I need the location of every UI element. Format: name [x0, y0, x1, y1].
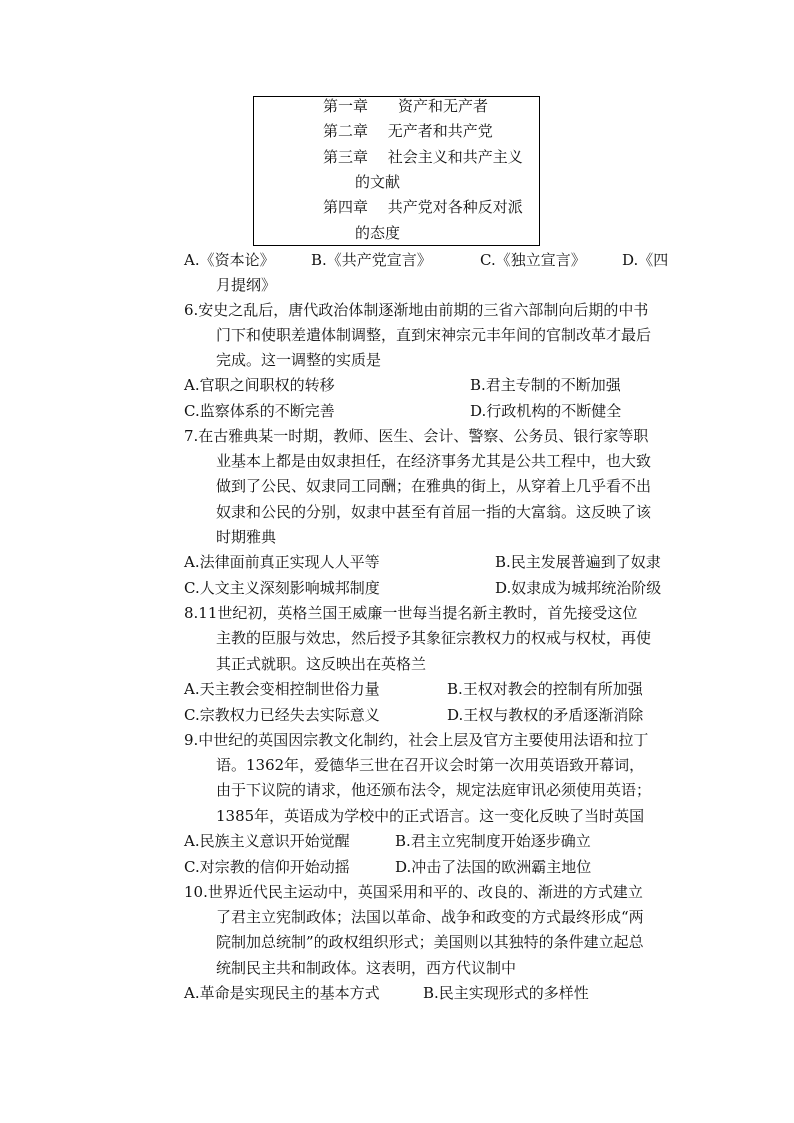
- q9-option-c: C.对宗教的信仰开始动摇: [184, 858, 350, 876]
- q6-stem-1: 6.安史之乱后，唐代政治体制逐渐地由前期的三省六部制向后期的中书: [184, 301, 649, 319]
- q6-option-c: C.监察体系的不断完善: [184, 402, 335, 420]
- q7-option-d: D.奴隶成为城邦统治阶级: [495, 579, 662, 597]
- q7-option-b: B.民主发展普遍到了奴隶: [495, 553, 661, 571]
- q8-option-b: B.王权对教会的控制有所加强: [447, 680, 643, 698]
- q5-option-c: C.《独立宣言》: [480, 251, 586, 269]
- q10-stem-4: 统制民主共和制政体。这表明，西方代议制中: [216, 959, 517, 977]
- q8-option-d: D.王权与教权的矛盾逐渐消除: [447, 706, 644, 724]
- toc-line-6: 的态度: [355, 224, 401, 242]
- q9-stem-2: 语。1362年，爱德华三世在召开议会时第一次用英语致开幕词，: [216, 756, 645, 774]
- q10-option-a: A.革命是实现民主的基本方式: [184, 984, 380, 1002]
- toc-line-2: 第二章 无产者和共产党: [323, 122, 493, 140]
- q10-stem-2: 了君主立宪制政体；法国以革命、战争和政变的方式最终形成“两: [216, 908, 644, 926]
- q10-option-b: B.民主实现形式的多样性: [423, 984, 589, 1002]
- q5-option-b: B.《共产党宣言》: [311, 251, 432, 269]
- q5-option-a: A.《资本论》: [184, 251, 275, 269]
- q7-stem-2: 业基本上都是由奴隶担任，在经济事务尤其是公共工程中，也大致: [216, 452, 652, 470]
- toc-line-3: 第三章 社会主义和共产主义: [323, 148, 523, 166]
- q9-option-d: D.冲击了法国的欧洲霸主地位: [395, 858, 592, 876]
- q8-option-a: A.天主教会变相控制世俗力量: [184, 680, 380, 698]
- toc-line-1: 第一章 资产和无产者: [323, 97, 489, 115]
- q7-stem-5: 时期雅典: [216, 528, 277, 546]
- q5-option-d-cont: 月提纲》: [216, 276, 277, 294]
- q7-stem-1: 7.在古雅典某一时期，教师、医生、会计、警察、公务员、银行家等职: [184, 427, 649, 445]
- q8-stem-1: 8.11世纪初，英格兰国王威廉一世每当提名新主教时，首先接受这位: [184, 604, 638, 622]
- q6-option-b: B.君主专制的不断加强: [470, 376, 621, 394]
- q7-stem-3: 做到了公民、奴隶同工同酬；在雅典的街上，从穿着上几乎看不出: [216, 477, 652, 495]
- q7-option-a: A.法律面前真正实现人人平等: [184, 553, 380, 571]
- q6-option-d: D.行政机构的不断健全: [470, 402, 622, 420]
- toc-line-4: 的文献: [355, 173, 401, 191]
- q7-option-c: C.人文主义深刻影响城邦制度: [184, 579, 380, 597]
- q9-option-a: A.民族主义意识开始觉醒: [184, 832, 350, 850]
- q7-stem-4: 奴隶和公民的分别，奴隶中甚至有首屈一指的大富翁。这反映了该: [216, 503, 652, 521]
- q10-stem-3: 院制加总统制”的政权组织形式；美国则以其独特的条件建立起总: [216, 933, 644, 951]
- q8-option-c: C.宗教权力已经失去实际意义: [184, 706, 380, 724]
- q8-stem-3: 其正式就职。这反映出在英格兰: [216, 655, 427, 673]
- q8-stem-2: 主教的臣服与效忠，然后授予其象征宗教权力的权戒与权杖，再使: [216, 629, 652, 647]
- q9-option-b: B.君主立宪制度开始逐步确立: [395, 832, 591, 850]
- q5-option-d: D.《四: [622, 251, 669, 269]
- q6-stem-2: 门下和使职差遣体制调整，直到宋神宗元丰年间的官制改革才最后: [216, 326, 652, 344]
- q6-stem-3: 完成。这一调整的实质是: [216, 351, 382, 369]
- toc-line-5: 第四章 共产党对各种反对派: [323, 198, 523, 216]
- q9-stem-4: 1385年，英语成为学校中的正式语言。这一变化反映了当时英国: [216, 807, 645, 825]
- q10-stem-1: 10.世界近代民主运动中，英国采用和平的、改良的、渐进的方式建立: [184, 883, 643, 901]
- q6-option-a: A.官职之间职权的转移: [184, 376, 335, 394]
- q9-stem-3: 由于下议院的请求，他还颁布法令，规定法庭审讯必须使用英语；: [216, 781, 652, 799]
- q9-stem-1: 9.中世纪的英国因宗教文化制约，社会上层及官方主要使用法语和拉丁: [184, 731, 649, 749]
